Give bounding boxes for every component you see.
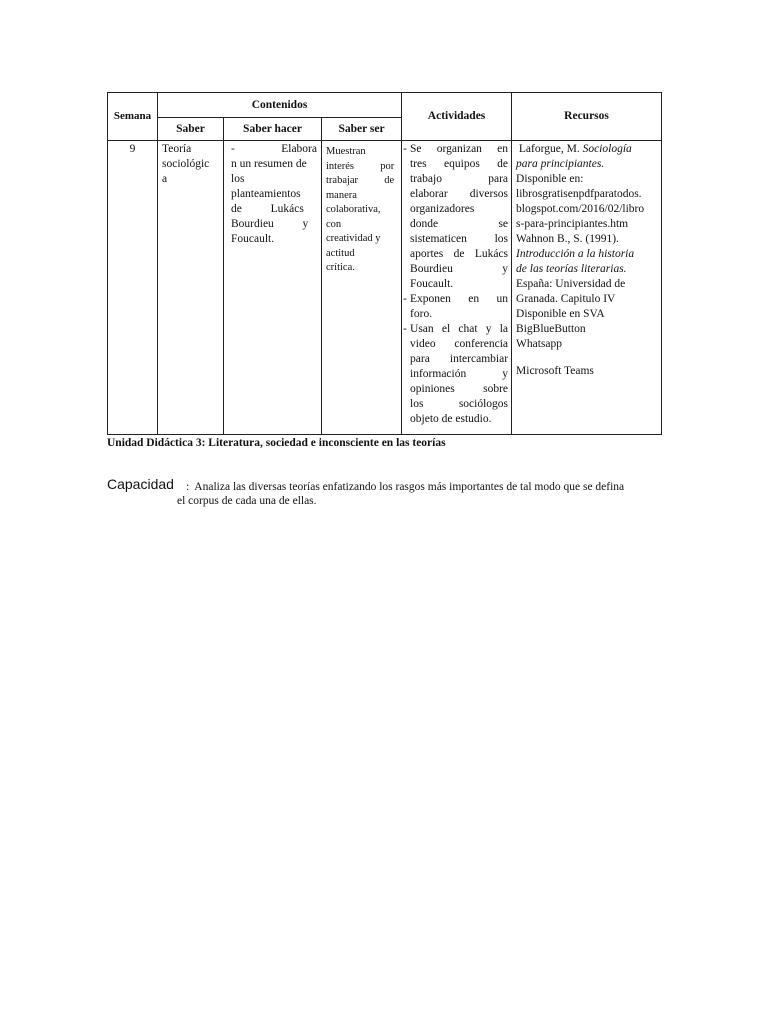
actividad-line: objeto de estudio. (410, 413, 492, 425)
contenidos-table (107, 92, 662, 435)
recurso-line: BigBlueButton (516, 323, 586, 335)
recurso-line: Whatsapp (516, 338, 563, 350)
recurso-line: librosgratisenpdfparatodos. (516, 188, 642, 200)
saber-line: a (162, 173, 168, 185)
saber-hacer-line: Bourdieu y (231, 218, 309, 230)
actividad-line: información y (410, 368, 509, 380)
cell-semana: 9 (108, 141, 158, 435)
actividad-line: Exponen en un (410, 293, 509, 305)
cell-saber (158, 141, 224, 435)
saber-ser-line: con (326, 218, 342, 230)
unidad-title: Unidad Didáctica 3: Literatura, sociedad e inconsciente en las teorías (107, 437, 446, 449)
recurso-line: Disponible en SVA (516, 308, 605, 320)
actividad-line: opiniones sobre (410, 383, 509, 395)
header-recursos: Recursos (512, 93, 662, 141)
header-actividades: Actividades (402, 93, 512, 141)
saber-hacer-line: los (231, 173, 245, 185)
recurso-italic: Introducción a la historia (516, 248, 635, 260)
saber-hacer-line: n un resumen de (231, 158, 307, 170)
saber-ser-line: creatividad y (326, 233, 381, 244)
actividad-line: elaborar diversos (410, 188, 509, 200)
actividad-line: para intercambiar (410, 353, 509, 365)
saber-ser-line: Muestran (326, 146, 366, 157)
recurso-line: Disponible en: (516, 173, 584, 185)
saber-hacer-line: - Elabora (231, 143, 317, 155)
actividad-line: los sociólogos (410, 398, 509, 410)
header-contenidos: Contenidos (158, 93, 402, 118)
recurso-italic: de las teorías literarias. (516, 263, 627, 275)
dash-bullet: - (403, 143, 407, 155)
recurso-line: Microsoft Teams (516, 365, 594, 377)
recurso-line: blogspot.com/2016/02/libro (516, 203, 645, 215)
actividad-line: Bourdieu y (410, 263, 509, 275)
cell-saber-ser (322, 141, 402, 435)
actividad-line: Foucault. (410, 278, 454, 290)
recurso-text: Laforgue, M. (516, 143, 583, 155)
capacidad-label: Capacidad (107, 476, 174, 492)
actividad-line: donde se (410, 218, 509, 230)
dash-bullet: - (403, 323, 407, 335)
actividad-item (403, 292, 508, 322)
saber-ser-line: trabajar de (326, 175, 395, 186)
recurso-line: s-para-principiantes.htm (516, 218, 629, 230)
header-saber: Saber (158, 118, 224, 141)
recurso-italic: para principiantes. (516, 158, 605, 170)
cell-actividades (402, 141, 512, 435)
recurso-line (516, 142, 659, 157)
actividad-item (403, 142, 508, 292)
saber-ser-line: actitud (326, 247, 355, 259)
dash-bullet: - (403, 293, 407, 305)
header-semana: Semana (108, 93, 158, 141)
recurso-line (516, 262, 659, 277)
recurso-line (516, 247, 659, 262)
actividad-line: Se organizan en (410, 143, 509, 155)
actividad-line: organizadores (410, 203, 475, 215)
cell-recursos (512, 141, 662, 435)
saber-ser-line: crítica. (326, 262, 355, 273)
recurso-line: Granada. Capitulo IV (516, 293, 616, 305)
cell-saber-hacer (224, 141, 322, 435)
actividad-line: trabajo para (410, 173, 509, 185)
header-saber-hacer: Saber hacer (224, 118, 322, 141)
recurso-line (516, 157, 659, 172)
saber-ser-line: manera (326, 189, 357, 201)
actividad-item (403, 322, 508, 427)
recurso-line: Wahnon B., S. (1991). (516, 233, 619, 245)
actividad-line: aportes de Lukács (410, 248, 509, 260)
capacidad-text-continued: el corpus de cada una de ellas. (177, 495, 317, 507)
recurso-line: España: Universidad de (516, 278, 626, 290)
saber-hacer-line: planteamientos (231, 188, 301, 200)
capacidad-text: : Analiza las diversas teorías enfatizando los rasgos más importantes de tal modo que se defina (186, 481, 625, 493)
actividad-line: foro. (410, 308, 433, 320)
saber-line: Teoría (162, 143, 192, 155)
actividad-line: Usan el chat y la (410, 323, 509, 335)
saber-line: sociológic (162, 158, 210, 170)
actividad-line: tres equipos de (410, 158, 509, 170)
recurso-italic: Sociología (582, 143, 632, 155)
saber-ser-line: interés por (326, 160, 395, 172)
actividad-line: sistematicen los (410, 233, 509, 245)
saber-hacer-line: Foucault. (231, 233, 275, 245)
saber-ser-line: colaborativa, (326, 204, 381, 215)
actividad-line: video conferencia (410, 338, 509, 350)
saber-hacer-line: de Lukács (231, 203, 304, 215)
header-saber-ser: Saber ser (322, 118, 402, 141)
